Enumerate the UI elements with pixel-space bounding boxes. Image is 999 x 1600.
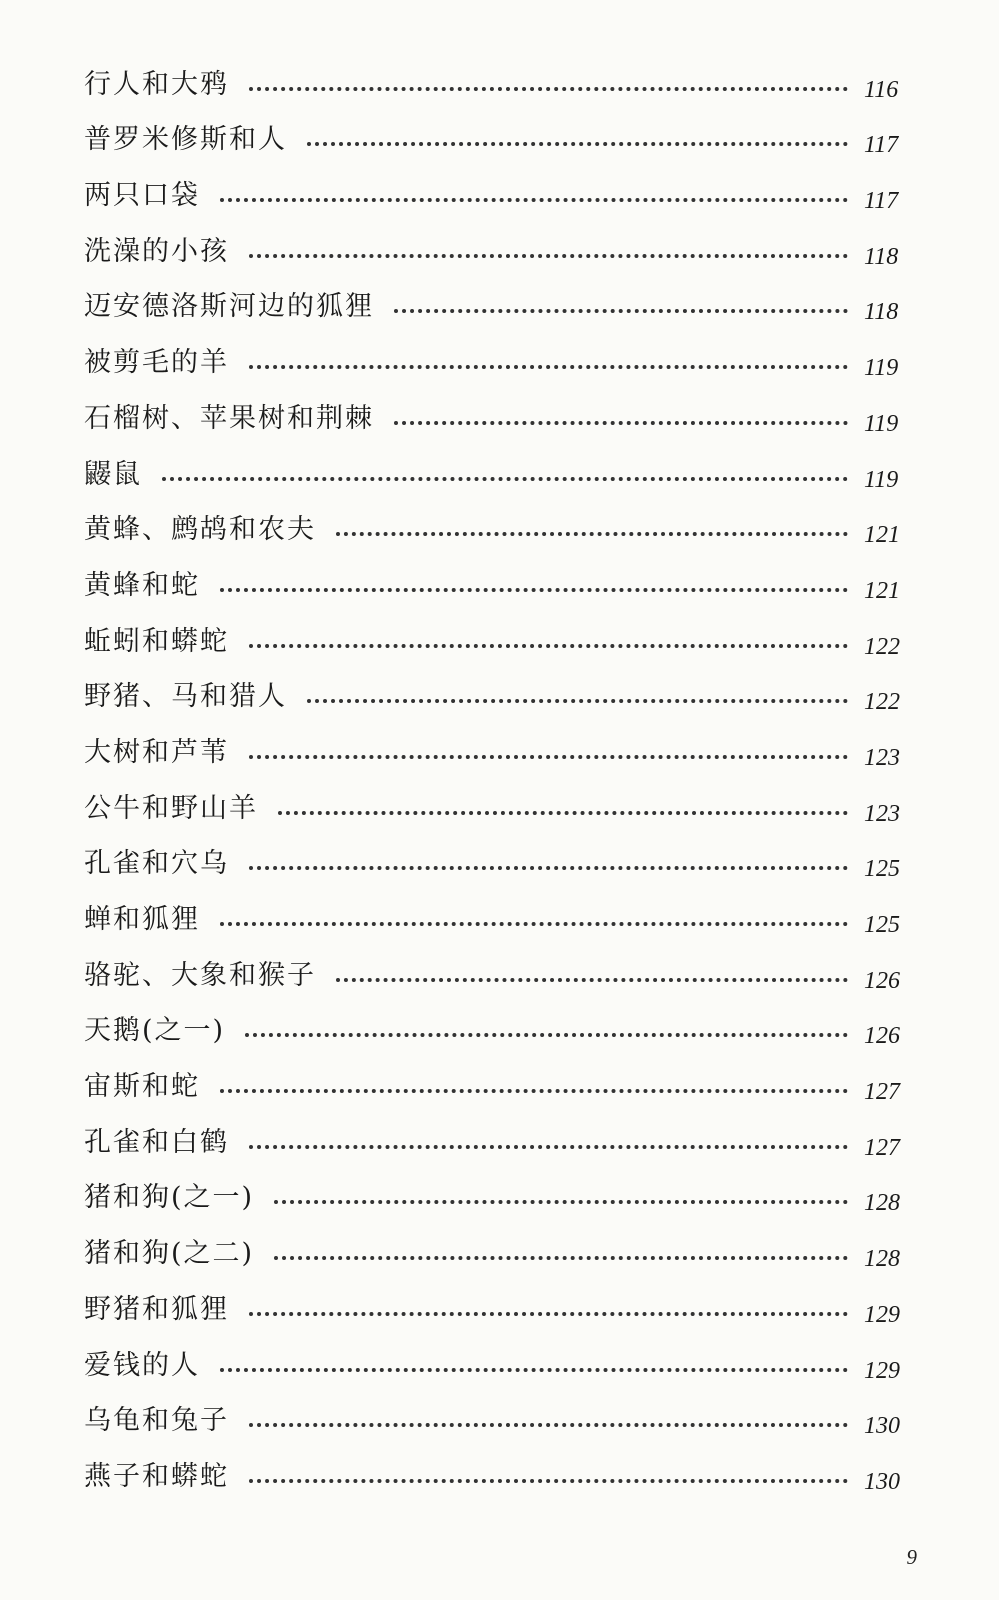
toc-entry-page: 130 xyxy=(864,1468,900,1495)
toc-entry-title: 蚯蚓和蟒蛇 xyxy=(84,625,229,657)
toc-entry xyxy=(84,1110,914,1166)
toc-entry-page: 129 xyxy=(864,1301,900,1328)
toc-entry-title: 猪和狗(之二) xyxy=(84,1238,255,1270)
toc-entry-page: 116 xyxy=(864,76,899,103)
toc-entry-title: 公牛和野山羊 xyxy=(84,792,258,824)
toc-entry xyxy=(84,1333,914,1389)
toc-entry-page: 118 xyxy=(864,243,899,270)
toc-dot-leader xyxy=(274,1200,848,1204)
toc-entry xyxy=(84,1054,914,1110)
toc-entry-page: 126 xyxy=(864,967,900,994)
toc-dot-leader xyxy=(249,1423,848,1427)
toc-entry-title: 黄蜂、鹧鸪和农夫 xyxy=(84,514,316,546)
toc-entry-page: 117 xyxy=(864,188,899,215)
toc-entry-title: 黄蜂和蛇 xyxy=(84,569,200,601)
toc-dot-leader xyxy=(249,866,848,870)
toc-dot-leader xyxy=(220,1368,848,1372)
toc-entry-title: 宙斯和蛇 xyxy=(84,1071,200,1103)
toc-entry xyxy=(84,553,914,609)
toc-entry xyxy=(84,999,914,1055)
toc-entry-title: 迈安德洛斯河边的狐狸 xyxy=(84,291,374,323)
toc-dot-leader xyxy=(249,254,848,258)
toc-dot-leader xyxy=(220,588,848,592)
toc-dot-leader xyxy=(307,699,848,703)
toc-entry-title: 野猪、马和猎人 xyxy=(84,681,287,713)
toc-entry-page: 118 xyxy=(864,299,899,326)
toc-entry xyxy=(84,330,914,386)
toc-entry-title: 野猪和狐狸 xyxy=(84,1293,229,1325)
toc-entry-page: 121 xyxy=(864,522,900,549)
toc-dot-leader xyxy=(249,1145,848,1149)
toc-entry xyxy=(84,219,914,275)
toc-entry-title: 鼹鼠 xyxy=(84,458,142,490)
toc-entry-title: 普罗米修斯和人 xyxy=(84,124,287,156)
toc-entry xyxy=(84,52,914,108)
toc-entry xyxy=(84,1166,914,1222)
toc-entry xyxy=(84,1221,914,1277)
page-number: 9 xyxy=(906,1545,917,1569)
toc-entry-title: 行人和大鸦 xyxy=(84,68,229,100)
toc-entry-page: 125 xyxy=(864,856,900,883)
toc-entry-page: 125 xyxy=(864,912,900,938)
toc-entry-title: 孔雀和白鹤 xyxy=(84,1126,229,1158)
toc-dot-leader xyxy=(249,1312,848,1316)
table-of-contents xyxy=(84,52,914,1500)
toc-entry-title: 猪和狗(之一) xyxy=(84,1182,255,1214)
toc-entry xyxy=(84,386,914,442)
toc-entry xyxy=(84,609,914,665)
toc-entry-page: 129 xyxy=(864,1357,900,1384)
toc-entry-title: 大树和芦苇 xyxy=(84,736,229,768)
toc-entry xyxy=(84,1389,914,1445)
toc-entry xyxy=(84,943,914,999)
toc-entry xyxy=(84,665,914,721)
toc-entry xyxy=(84,776,914,832)
toc-entry-page: 130 xyxy=(864,1413,900,1440)
toc-dot-leader xyxy=(249,87,848,91)
toc-dot-leader xyxy=(249,1479,848,1483)
toc-entry xyxy=(84,275,914,331)
toc-dot-leader xyxy=(249,755,848,759)
toc-dot-leader xyxy=(394,309,848,313)
toc-entry-title: 乌龟和兔子 xyxy=(84,1405,229,1437)
toc-dot-leader xyxy=(245,1033,848,1037)
toc-entry-page: 122 xyxy=(864,633,900,660)
toc-entry-page: 119 xyxy=(864,466,899,493)
toc-entry-title: 孔雀和穴乌 xyxy=(84,848,229,880)
toc-dot-leader xyxy=(220,198,848,202)
toc-entry-page: 122 xyxy=(864,689,900,716)
toc-entry xyxy=(84,1444,914,1500)
toc-entry-page: 126 xyxy=(864,1023,900,1050)
toc-dot-leader xyxy=(162,477,848,481)
toc-entry-page: 123 xyxy=(864,800,900,827)
toc-dot-leader xyxy=(220,1089,848,1093)
toc-entry-title: 天鹅(之一) xyxy=(84,1015,226,1047)
toc-dot-leader xyxy=(307,142,848,146)
toc-entry-page: 128 xyxy=(864,1190,900,1217)
toc-entry-page: 119 xyxy=(864,355,899,382)
toc-entry-title: 洗澡的小孩 xyxy=(84,235,229,267)
toc-dot-leader xyxy=(336,532,848,536)
toc-entry-title: 石榴树、苹果树和荆棘 xyxy=(84,402,374,434)
toc-entry xyxy=(84,720,914,776)
toc-entry-page: 128 xyxy=(864,1246,900,1273)
toc-dot-leader xyxy=(249,365,848,369)
toc-dot-leader xyxy=(336,978,848,982)
toc-dot-leader xyxy=(274,1256,848,1260)
toc-dot-leader xyxy=(220,922,848,926)
toc-entry-title: 燕子和蟒蛇 xyxy=(84,1460,229,1492)
toc-entry xyxy=(84,442,914,498)
toc-entry-title: 爱钱的人 xyxy=(84,1349,200,1381)
toc-dot-leader xyxy=(394,421,848,425)
toc-dot-leader xyxy=(249,644,848,648)
toc-entry xyxy=(84,163,914,219)
toc-entry xyxy=(84,1277,914,1333)
toc-entry-title: 蝉和狐狸 xyxy=(84,904,200,935)
toc-entry-page: 127 xyxy=(864,1079,900,1106)
toc-entry-page: 119 xyxy=(864,410,899,437)
toc-entry xyxy=(84,108,914,164)
toc-entry-title: 两只口袋 xyxy=(84,180,200,212)
toc-entry xyxy=(84,498,914,554)
toc-entry-title: 骆驼、大象和猴子 xyxy=(84,959,316,991)
toc-entry-page: 123 xyxy=(864,744,900,771)
toc-entry xyxy=(84,887,914,943)
toc-entry-title: 被剪毛的羊 xyxy=(84,347,229,379)
toc-entry-page: 121 xyxy=(864,577,900,604)
toc-entry-page: 127 xyxy=(864,1134,900,1161)
toc-entry xyxy=(84,832,914,888)
toc-dot-leader xyxy=(278,811,848,815)
toc-entry-page: 117 xyxy=(864,132,899,159)
